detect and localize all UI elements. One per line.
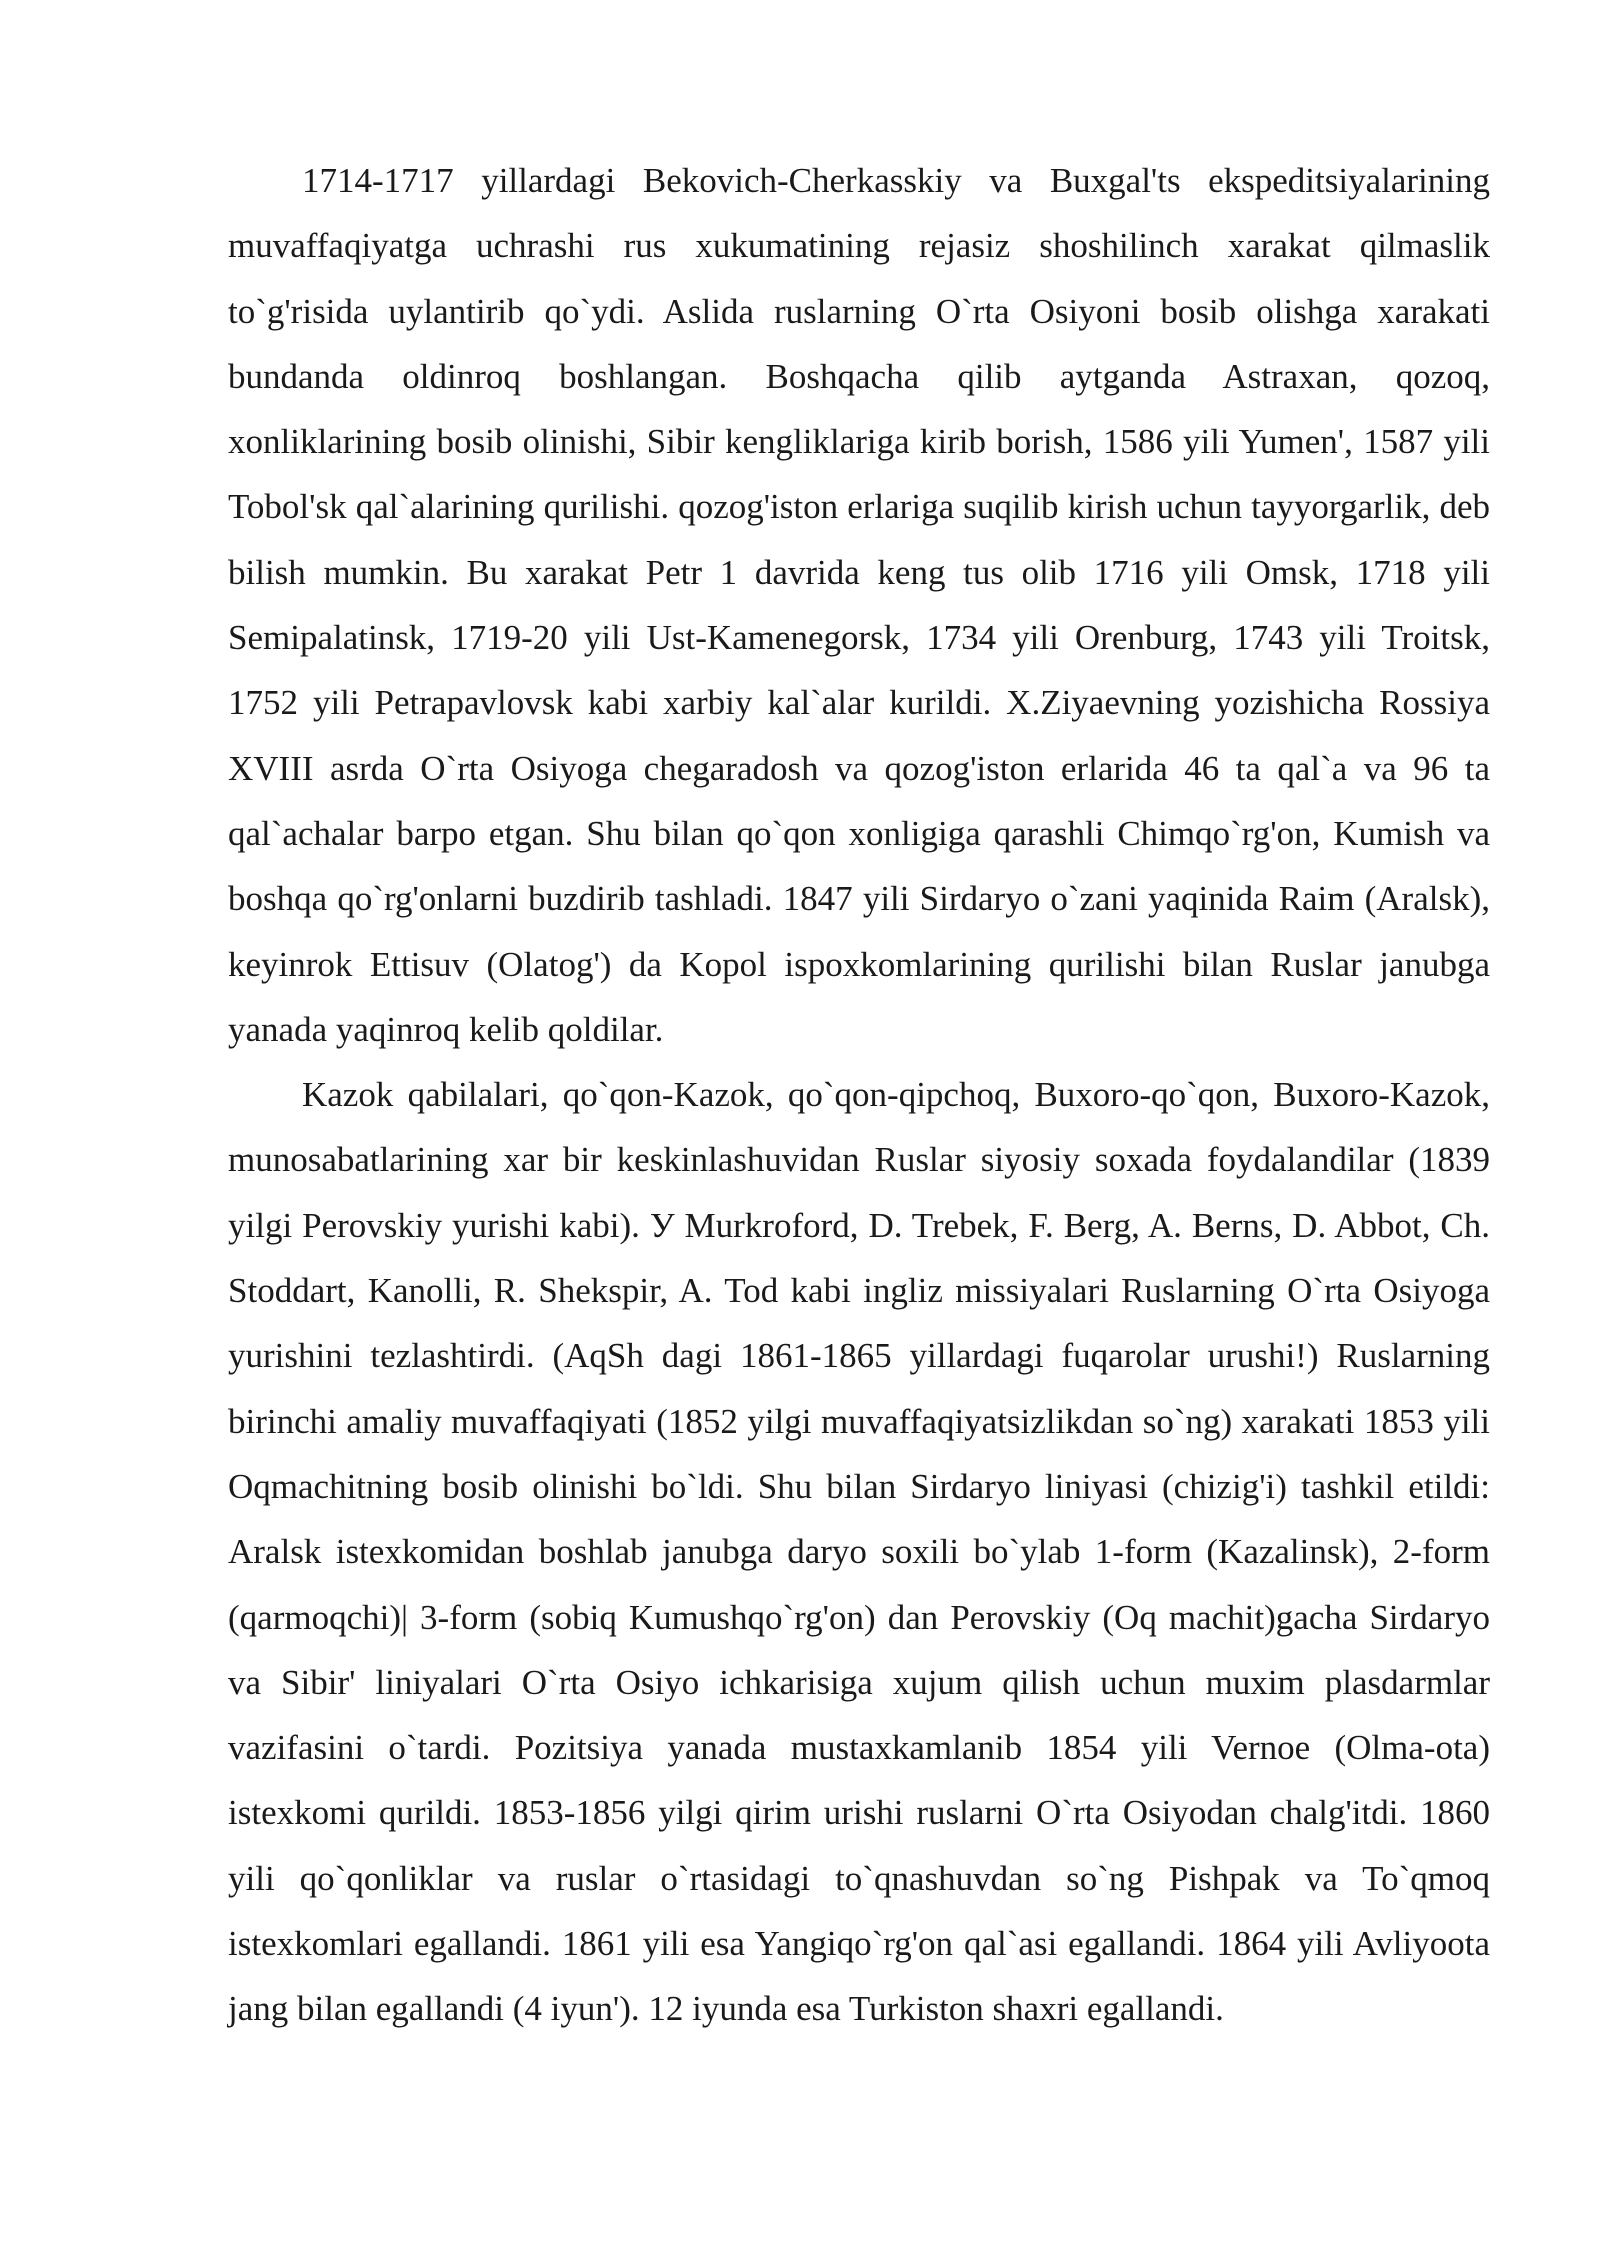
paragraph-1: 1714-1717 yillardagi Bekovich-Cherkasskiy va Buxgal'ts ekspeditsiyalarining muvaffaqiyatga uchrashi rus xukumatining rejasiz shoshilinch xarakat qilmaslik to`g'risida uylantirib qo`ydi. Aslida ruslarning O`rta Osiyoni bosib olishga xarakati bundanda oldinroq boshlangan. Boshqacha qilib aytganda Astraxan, qozoq, xonliklarining bosib olinishi, Sibir kengliklariga kirib borish, 1586 yili Yumen', 1587 yili Tobol'sk qal`alarining qurilishi. qozog'iston erlariga suqilib kirish uchun tayyorgarlik, deb bilish mumkin. Bu xarakat Petr 1 davrida keng tus olib 1716 yili Omsk, 1718 yili Semipalatinsk, 1719-20 yili Ust-Kamenegorsk, 1734 yili Orenburg, 1743 yili Troitsk, 1752 yili Petrapavlovsk kabi xarbiy kal`alar kurildi. X.Ziyaevning yozishicha Rossiya XVIII asrda O`rta Osiyoga chegaradosh va qozog'iston erlarida 46 ta qal`a va 96 ta qal`achalar barpo etgan. Shu bilan qo`qon xonligiga qarashli Chimqo`rg'on, Kumish va boshqa qo`rg'onlarni buzdirib tashladi. 1847 yili Sirdaryo o`zani yaqinida Raim (Aralsk), keyinrok Ettisuv (Olatog') da Kopol ispoxkomlarining qurilishi bilan Ruslar janubga yanada yaqinroq kelib qoldilar. (228, 161, 1490, 1049)
document-page (228, 148, 1490, 2042)
paragraph-2: Kazok qabilalari, qo`qon-Kazok, qo`qon-qipchoq, Buxoro-qo`qon, Buxoro-Kazok, munosabatlarining xar bir keskinlashuvidan Ruslar siyosiy soxada foydalandilar (1839 yilgi Perovskiy yurishi kabi). У Murkroford, D. Trebek, F. Berg, A. Berns, D. Abbot, Ch. Stoddart, Kanolli, R. Shekspir, A. Tod kabi ingliz missiyalari Ruslarning O`rta Osiyoga yurishini tezlashtirdi. (AqSh dagi 1861-1865 yillardagi fuqarolar urushi!) Ruslarning birinchi amaliy muvaffaqiyati (1852 yilgi muvaffaqiyatsizlikdan so`ng) xarakati 1853 yili Oqmachitning bosib olinishi bo`ldi. Shu bilan Sirdaryo liniyasi (chizig'i) tashkil etildi: Aralsk istexkomidan boshlab janubga daryo soxili bo`ylab 1-form (Kazalinsk), 2-form (qarmoqchi)| 3-form (sobiq Kumushqo`rg'on) dan Perovskiy (Oq machit)gacha Sirdaryo va Sibir' liniyalari O`rta Osiyo ichkarisiga xujum qilish uchun muxim plasdarmlar vazifasini o`tardi. Pozitsiya yanada mustaxkamlanib 1854 yili Vernoe (Olma-ota) istexkomi qurildi. 1853-1856 yilgi qirim urishi ruslarni O`rta Osiyodan chalg'itdi. 1860 yili qo`qonliklar va ruslar o`rtasidagi to`qnashuvdan so`ng Pishpak va To`qmoq istexkomlari egallandi. 1861 yili esa Yangiqo`rg'on qal`asi egallandi. 1864 yili Avliyoota jang bilan egallandi (4 iyun'). 12 iyunda esa Turkiston shaxri egallandi. (228, 1075, 1490, 2029)
